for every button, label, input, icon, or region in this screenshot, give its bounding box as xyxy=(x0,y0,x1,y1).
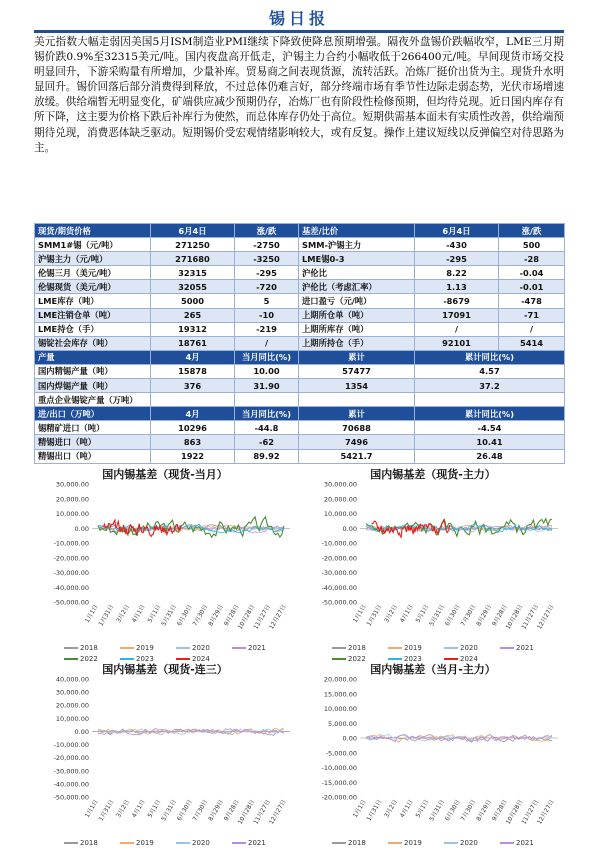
x-tick-label: 8月29日 xyxy=(475,603,494,628)
table-cell: 累计 xyxy=(299,407,415,421)
x-tick-label: 6月30日 xyxy=(443,603,462,628)
table-cell: 当月同比(%) xyxy=(235,350,299,364)
legend-label: 2018 xyxy=(80,839,98,847)
x-tick-label: 5月1日 xyxy=(414,798,431,820)
legend-item xyxy=(120,839,154,847)
table-row xyxy=(35,379,565,393)
y-tick-label: 40,000.00 xyxy=(55,675,89,684)
x-tick-label: 7月30日 xyxy=(459,798,478,823)
x-tick-label: 6月30日 xyxy=(443,798,462,823)
legend-label: 2022 xyxy=(348,655,366,663)
table-cell: -295 xyxy=(235,266,299,280)
legend-swatch xyxy=(500,842,514,844)
table-cell: -3250 xyxy=(235,252,299,266)
y-tick-label: -30,000.00 xyxy=(53,767,89,776)
x-tick-label: 4月1日 xyxy=(130,798,147,820)
table-row xyxy=(35,435,565,449)
chart-plot xyxy=(302,661,564,846)
report-title: 锡日报 xyxy=(34,8,564,33)
table-cell: 6月4日 xyxy=(415,224,499,238)
x-tick-label: 12月27日 xyxy=(536,798,556,826)
chart-spot-main xyxy=(302,466,564,663)
chart-legend xyxy=(64,839,284,863)
x-tick-label: 8月29日 xyxy=(475,798,494,823)
y-tick-label: -20,000.00 xyxy=(53,754,89,763)
charts-area xyxy=(34,466,564,847)
table-row xyxy=(35,350,565,364)
x-tick-label: 5月1日 xyxy=(146,603,163,625)
table-cell: 进口盈亏（元/吨） xyxy=(299,294,415,308)
y-tick-label: -20,000.00 xyxy=(321,793,357,802)
legend-swatch xyxy=(120,647,134,649)
legend-label: 2020 xyxy=(460,839,478,847)
table-row xyxy=(35,294,565,308)
y-tick-label: -30,000.00 xyxy=(53,569,89,577)
x-tick-label: 10月28日 xyxy=(504,798,525,826)
legend-item xyxy=(120,644,154,652)
table-cell: -720 xyxy=(235,280,299,294)
report-page xyxy=(34,8,564,464)
x-tick-label: 4月1日 xyxy=(130,603,147,625)
x-tick-label: 1月1日 xyxy=(83,798,100,820)
y-tick-label: -5,000.00 xyxy=(325,749,357,758)
table-row xyxy=(35,266,565,280)
table-cell: 70688 xyxy=(299,421,415,435)
table-cell: 重点企业锡锭产量（万吨） xyxy=(35,393,151,407)
legend-swatch xyxy=(176,647,190,649)
chart-month-main xyxy=(302,661,564,846)
y-tick-label: -30,000.00 xyxy=(321,569,357,577)
table-cell: LME持仓（手） xyxy=(35,322,151,336)
x-tick-label: 7月30日 xyxy=(459,603,478,628)
x-tick-label: 6月30日 xyxy=(175,798,194,823)
table-cell: 57477 xyxy=(299,364,415,378)
y-tick-label: -40,000.00 xyxy=(321,583,357,592)
table-cell: 5414 xyxy=(499,336,565,350)
legend-label: 2019 xyxy=(136,839,154,847)
y-tick-label: 10,000.00 xyxy=(323,510,357,518)
table-cell: 4月 xyxy=(151,350,235,364)
x-tick-label: 7月30日 xyxy=(191,603,210,628)
legend-item xyxy=(232,644,266,652)
x-tick-label: 1月1日 xyxy=(351,603,368,625)
table-cell: 精锡进口（吨） xyxy=(35,435,151,449)
x-tick-label: 4月1日 xyxy=(398,603,415,625)
y-tick-label: 10,000.00 xyxy=(55,714,89,723)
table-cell: LME锡0-3 xyxy=(299,252,415,266)
chart-plot xyxy=(302,466,564,651)
x-tick-label: 8月29日 xyxy=(207,798,226,823)
x-tick-label: 5月31日 xyxy=(428,798,447,823)
x-tick-label: 9月28日 xyxy=(490,798,509,823)
legend-label: 2021 xyxy=(248,839,266,847)
legend-label: 2018 xyxy=(80,644,98,652)
table-cell: 10296 xyxy=(151,421,235,435)
y-tick-label: -20,000.00 xyxy=(321,554,357,563)
y-tick-label: -20,000.00 xyxy=(53,554,89,563)
legend-swatch xyxy=(64,842,78,844)
chart-title: 国内锡基差（现货-当月） xyxy=(102,468,228,481)
x-tick-label: 5月1日 xyxy=(146,798,163,820)
table-cell: 沪锡主力（元/吨） xyxy=(35,252,151,266)
table-cell: -295 xyxy=(415,252,499,266)
table-cell: -4.54 xyxy=(415,421,565,435)
x-tick-label: 4月1日 xyxy=(398,798,415,820)
legend-swatch xyxy=(176,842,190,844)
table-cell: 上期所持仓（手） xyxy=(299,336,415,350)
x-tick-label: 1月31日 xyxy=(97,603,116,628)
legend-label: 2021 xyxy=(516,839,534,847)
legend-label: 2020 xyxy=(460,644,478,652)
table-row xyxy=(35,308,565,322)
table-cell: 国内精锡产量（吨） xyxy=(35,364,151,378)
table-row xyxy=(35,238,565,252)
x-tick-label: 11月27日 xyxy=(520,603,541,631)
table-cell: 沪伦比（考虑汇率） xyxy=(299,280,415,294)
y-tick-label: -50,000.00 xyxy=(53,598,89,607)
table-cell: -71 xyxy=(499,308,565,322)
legend-item xyxy=(332,839,366,847)
legend-item xyxy=(332,644,366,652)
table-cell: 10.41 xyxy=(415,435,565,449)
chart-title: 国内锡基差（当月-主力） xyxy=(370,663,496,676)
y-tick-label: 0.00 xyxy=(342,734,357,743)
x-tick-label: 10月28日 xyxy=(504,603,525,631)
table-cell xyxy=(415,393,565,407)
chart-spot-front-month xyxy=(34,466,296,663)
y-tick-label: -10,000.00 xyxy=(53,539,89,548)
chart-title: 国内锡基差（现货-连三） xyxy=(102,663,228,676)
table-cell: 863 xyxy=(151,435,235,449)
y-tick-label: -50,000.00 xyxy=(53,793,89,802)
x-tick-label: 11月27日 xyxy=(520,798,541,826)
table-cell: 271250 xyxy=(151,238,235,252)
y-tick-label: -10,000.00 xyxy=(321,764,357,772)
legend-swatch xyxy=(120,842,134,844)
legend-label: 2021 xyxy=(516,644,534,652)
table-row xyxy=(35,421,565,435)
legend-label: 2018 xyxy=(348,839,366,847)
table-cell: 国内焊锡产量（吨） xyxy=(35,379,151,393)
table-cell: 6月4日 xyxy=(151,224,235,238)
legend-label: 2019 xyxy=(136,644,154,652)
legend-label: 2022 xyxy=(80,655,98,663)
table-cell: 376 xyxy=(151,379,235,393)
table-cell: 累计同比(%) xyxy=(415,350,565,364)
table-cell xyxy=(235,393,299,407)
legend-swatch xyxy=(388,658,402,660)
table-cell: 涨/跌 xyxy=(235,224,299,238)
x-tick-label: 3月2日 xyxy=(383,603,400,625)
legend-item xyxy=(388,839,422,847)
x-tick-label: 5月31日 xyxy=(160,798,179,823)
table-cell: 累计同比(%) xyxy=(415,407,565,421)
y-tick-label: 10,000.00 xyxy=(323,705,357,713)
table-cell: 26.48 xyxy=(415,449,565,463)
table-cell: -10 xyxy=(235,308,299,322)
table-cell: 7496 xyxy=(299,435,415,449)
table-cell: 伦锡三月（美元/吨） xyxy=(35,266,151,280)
y-tick-label: 20,000.00 xyxy=(323,495,357,504)
table-cell: 累计 xyxy=(299,350,415,364)
table-cell: 15878 xyxy=(151,364,235,378)
table-row xyxy=(35,224,565,238)
table-cell: 锡精矿进口（吨） xyxy=(35,421,151,435)
x-tick-label: 1月31日 xyxy=(365,603,384,628)
legend-label: 2018 xyxy=(348,644,366,652)
table-cell: 31.90 xyxy=(235,379,299,393)
legend-item xyxy=(500,839,534,847)
legend-swatch xyxy=(120,658,134,660)
table-cell: 1354 xyxy=(299,379,415,393)
legend-label: 2021 xyxy=(248,644,266,652)
legend-label: 2020 xyxy=(192,839,210,847)
legend-label: 2024 xyxy=(192,655,210,663)
table-row xyxy=(35,364,565,378)
x-tick-label: 12月27日 xyxy=(268,798,288,826)
table-cell: -430 xyxy=(415,238,499,252)
table-cell: SMM-沪锡主力 xyxy=(299,238,415,252)
y-tick-label: 0.00 xyxy=(74,727,89,736)
table-cell: 伦锡现货（美元/吨） xyxy=(35,280,151,294)
y-tick-label: 0.00 xyxy=(74,524,89,533)
table-cell: 5 xyxy=(235,294,299,308)
table-cell: 32315 xyxy=(151,266,235,280)
y-tick-label: 0.00 xyxy=(342,524,357,533)
legend-swatch xyxy=(444,647,458,649)
legend-swatch xyxy=(176,658,190,660)
table-cell: LME注销仓单（吨） xyxy=(35,308,151,322)
table-cell: 5421.7 xyxy=(299,449,415,463)
y-tick-label: -10,000.00 xyxy=(53,741,89,750)
x-tick-label: 1月1日 xyxy=(351,798,368,820)
table-cell: 1922 xyxy=(151,449,235,463)
table-cell xyxy=(299,393,415,407)
table-cell: 17091 xyxy=(415,308,499,322)
chart-plot xyxy=(34,466,296,651)
y-tick-label: -10,000.00 xyxy=(321,539,357,548)
legend-swatch xyxy=(444,658,458,660)
table-row xyxy=(35,449,565,463)
x-tick-label: 6月30日 xyxy=(175,603,194,628)
legend-item xyxy=(388,644,422,652)
table-cell: -478 xyxy=(499,294,565,308)
legend-label: 2023 xyxy=(136,655,154,663)
legend-swatch xyxy=(232,842,246,844)
legend-swatch xyxy=(388,842,402,844)
table-cell: 当月同比(%) xyxy=(235,407,299,421)
legend-swatch xyxy=(444,842,458,844)
table-cell: 8.22 xyxy=(415,266,499,280)
table-cell: -219 xyxy=(235,322,299,336)
table-cell: 19312 xyxy=(151,322,235,336)
legend-swatch xyxy=(64,658,78,660)
table-cell: 沪伦比 xyxy=(299,266,415,280)
x-tick-label: 12月27日 xyxy=(268,603,288,631)
legend-item xyxy=(64,644,98,652)
x-tick-label: 10月28日 xyxy=(236,603,257,631)
y-tick-label: 30,000.00 xyxy=(55,480,89,489)
y-tick-label: 15,000.00 xyxy=(323,690,357,699)
legend-swatch xyxy=(64,647,78,649)
legend-item xyxy=(176,644,210,652)
legend-item xyxy=(444,839,478,847)
x-tick-label: 3月2日 xyxy=(115,603,132,625)
table-cell: 上期所库存（吨） xyxy=(299,322,415,336)
table-cell: 涨/跌 xyxy=(499,224,565,238)
y-tick-label: 20,000.00 xyxy=(55,495,89,504)
table-cell: 上期所仓单（吨） xyxy=(299,308,415,322)
table-cell: 265 xyxy=(151,308,235,322)
table-cell: 进/出口（万吨） xyxy=(35,407,151,421)
table-row xyxy=(35,336,565,350)
legend-item xyxy=(64,839,98,847)
table-row xyxy=(35,322,565,336)
table-cell: / xyxy=(415,322,499,336)
y-tick-label: 5,000.00 xyxy=(328,719,357,728)
table-cell: 32055 xyxy=(151,280,235,294)
legend-swatch xyxy=(332,647,346,649)
table-row xyxy=(35,407,565,421)
legend-item xyxy=(444,644,478,652)
x-tick-label: 12月27日 xyxy=(536,603,556,631)
legend-label: 2023 xyxy=(404,655,422,663)
table-cell: 4.57 xyxy=(415,364,565,378)
table-cell: 4月 xyxy=(151,407,235,421)
table-cell: 92101 xyxy=(415,336,499,350)
table-cell: 精锡出口（吨） xyxy=(35,449,151,463)
x-tick-label: 9月28日 xyxy=(490,603,509,628)
table-cell: -62 xyxy=(235,435,299,449)
legend-item xyxy=(500,644,534,652)
legend-label: 2019 xyxy=(404,644,422,652)
legend-label: 2020 xyxy=(192,644,210,652)
table-cell: LME库存（吨） xyxy=(35,294,151,308)
y-tick-label: 30,000.00 xyxy=(55,688,89,697)
y-tick-label: -15,000.00 xyxy=(321,778,357,787)
table-row xyxy=(35,280,565,294)
chart-title: 国内锡基差（现货-主力） xyxy=(370,468,496,481)
table-cell xyxy=(151,393,235,407)
data-table xyxy=(34,223,565,464)
x-tick-label: 11月27日 xyxy=(252,603,273,631)
x-tick-label: 1月31日 xyxy=(97,798,116,823)
chart-spot-third xyxy=(34,661,296,846)
table-cell: 锡锭社会库存（吨） xyxy=(35,336,151,350)
chart-plot xyxy=(34,661,296,846)
x-tick-label: 9月28日 xyxy=(222,603,241,628)
y-tick-label: 20,000.00 xyxy=(323,675,357,684)
legend-swatch xyxy=(500,647,514,649)
table-cell: 现货/期货价格 xyxy=(35,224,151,238)
legend-item xyxy=(176,839,210,847)
table-row xyxy=(35,252,565,266)
x-tick-label: 8月29日 xyxy=(207,603,226,628)
legend-label: 2019 xyxy=(404,839,422,847)
table-cell: -44.8 xyxy=(235,421,299,435)
y-tick-label: -40,000.00 xyxy=(53,780,89,789)
table-cell: SMM1#锡（元/吨） xyxy=(35,238,151,252)
table-cell: -28 xyxy=(499,252,565,266)
y-tick-label: 10,000.00 xyxy=(55,510,89,518)
table-cell: / xyxy=(235,336,299,350)
legend-swatch xyxy=(332,658,346,660)
table-cell: 基差/比价 xyxy=(299,224,415,238)
legend-item xyxy=(232,839,266,847)
table-cell: 10.00 xyxy=(235,364,299,378)
x-tick-label: 10月28日 xyxy=(236,798,257,826)
table-cell: 5000 xyxy=(151,294,235,308)
y-tick-label: -50,000.00 xyxy=(321,598,357,607)
x-tick-label: 11月27日 xyxy=(252,798,273,826)
table-cell: 18761 xyxy=(151,336,235,350)
table-cell: 1.13 xyxy=(415,280,499,294)
table-cell: 500 xyxy=(499,238,565,252)
table-cell: -0.04 xyxy=(499,266,565,280)
legend-swatch xyxy=(232,647,246,649)
x-tick-label: 9月28日 xyxy=(222,798,241,823)
table-cell: -8679 xyxy=(415,294,499,308)
x-tick-label: 5月1日 xyxy=(414,603,431,625)
x-tick-label: 1月31日 xyxy=(365,798,384,823)
x-tick-label: 3月2日 xyxy=(383,798,400,820)
legend-swatch xyxy=(332,842,346,844)
table-cell: 89.92 xyxy=(235,449,299,463)
table-row xyxy=(35,393,565,407)
x-tick-label: 5月31日 xyxy=(160,603,179,628)
legend-label: 2024 xyxy=(460,655,478,663)
y-tick-label: -40,000.00 xyxy=(53,583,89,592)
x-tick-label: 3月2日 xyxy=(115,798,132,820)
market-summary: 美元指数大幅走弱因美国5月ISM制造业PMI继续下降致使降息预期增强。隔夜外盘锡价跌幅收窄，LME三月期锡价跌0.9%至32315美元/吨。国内夜盘高开低走，沪锡主力合约小幅收低于266400元/吨。早间现货市场交投明显回升，下游采购量有所增加，少量补库。贸易商之间表现货源，流转活跃。冶炼厂挺价出货为主。现货升水明显回升。锡价回落后部分消费得到释放，不过总体仍难言好，部分终端市场有季节性边际走弱态势，光伏市场增速放缓。供给端暂无明显变化，矿端供应减少预期仍存，冶炼厂也有阶段性检修预期，但均待兑现。近日国内库存有所下降，这主要为价格下跌后补库行为使然，而总体库存仍处于高位。短期供需基本面未有实质性改善，供给端预期待兑现，消费恶体缺乏驱动。短期锡价受宏观情绪影响较大，或有反复。操作上建议短线以反弹偏空对待思路为主。 xyxy=(34,36,564,154)
x-tick-label: 1月1日 xyxy=(83,603,100,625)
x-tick-label: 5月31日 xyxy=(428,603,447,628)
y-tick-label: 20,000.00 xyxy=(55,701,89,710)
y-tick-label: 30,000.00 xyxy=(323,480,357,489)
table-cell: 产量 xyxy=(35,350,151,364)
table-cell: 37.2 xyxy=(415,379,565,393)
legend-swatch xyxy=(388,647,402,649)
table-cell: -2750 xyxy=(235,238,299,252)
x-tick-label: 7月30日 xyxy=(191,798,210,823)
table-cell: -0.01 xyxy=(499,280,565,294)
table-cell: 271680 xyxy=(151,252,235,266)
chart-legend xyxy=(332,839,552,863)
table-cell: / xyxy=(499,322,565,336)
